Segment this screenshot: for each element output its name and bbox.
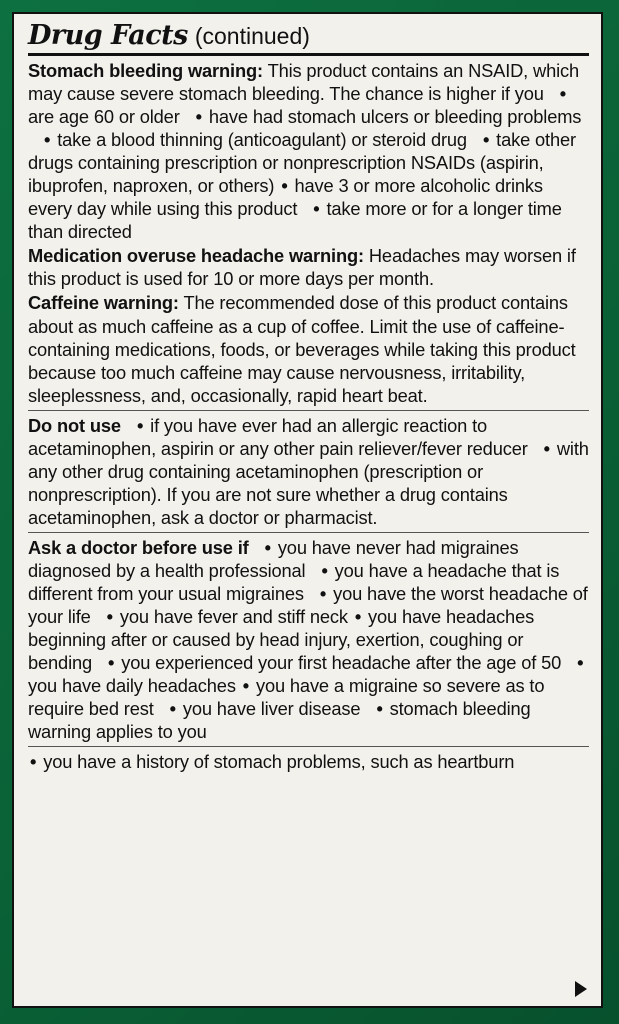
section-medication-overuse-headache-warning xyxy=(28,244,589,290)
bullet-item: you have a migraine so severe as to require bed rest xyxy=(28,675,545,720)
section-do-not-use: Do not use • if you have ever had an allergic reaction to acetaminophen, aspirin or any other pain reliever/fever reducer • with any other drug containing acetaminophen (prescription or nonprescription). If you are not sure whether a drug contains acetaminophen, ask a doctor or pharmacist. xyxy=(28,414,589,528)
bullet-item: you have fever and stiff neck xyxy=(119,606,348,628)
section-ask-a-doctor-before-use-if: Ask a doctor before use if • you have never had migraines diagnosed by a health professional • you have a headache that is different from your usual migraines • you have the worst headache of your life • you have fever and stiff neck • you have headaches beginning after or caused by head injury, exertion, coughing or bending • you experienced your first headache after the age of 50 • you have daily headaches • you have a migraine so severe as to require bed rest • you have liver disease • stomach bleeding warning applies to you xyxy=(28,536,588,743)
section-heading: Do not use xyxy=(28,414,121,436)
section-text: This product contains an NSAID, which may cause severe stomach bleeding. The chance is higher if you xyxy=(28,60,580,105)
bullet-item: you have daily headaches xyxy=(28,675,236,697)
bullet-item: you have liver disease xyxy=(182,698,361,720)
page-title-continued: (continued) xyxy=(194,23,310,49)
section-text: The recommended dose of this product contains about as much caffeine as a cup of coffee. Limit the use of caffeine-containing medications, foods, or beverages while taking this product because too much caffeine may cause nervousness, irritability, sleeplessness, and, occasionally, rapid heart beat. xyxy=(28,292,576,406)
bullet-item: with any other drug containing acetaminophen (prescription or nonprescription). If you are not sure whether a drug contains acetaminophen, ask a doctor or pharmacist. xyxy=(28,437,589,528)
bullet-item: take other drugs containing prescription or nonprescription NSAIDs (aspirin, ibuprofen, naproxen, or others) xyxy=(28,129,576,197)
divider-before-do-not-use xyxy=(28,410,589,411)
panel-title-row xyxy=(28,22,589,51)
bullet-item: you have a headache that is different from your usual migraines xyxy=(28,559,560,605)
continue-arrow-icon xyxy=(575,981,587,997)
section-text: Headaches may worsen if this product is used for 10 or more days per month. xyxy=(28,245,576,290)
bullet-item: stomach bleeding warning applies to you xyxy=(28,698,531,743)
bullet-item: you have never had migraines diagnosed by a health professional xyxy=(28,536,519,581)
divider-before-last-line xyxy=(28,746,589,747)
section-heading: Ask a doctor before use if xyxy=(28,536,249,558)
bullet-item: you have the worst headache of your life xyxy=(28,583,588,628)
section-stomach-bleeding-warning: Stomach bleeding warning: This product contains an NSAID, which may cause severe stomach bleeding. The chance is higher if you • are age 60 or older • have had stomach ulcers or bleeding problems• take a blood thinning (anticoagulant) or steroid drug • take other drugs containing prescription or nonprescription NSAIDs (aspirin, ibuprofen, naproxen, or others) • have 3 or more alcoholic drinks every day while using this product • take more or for a longer time than directed xyxy=(28,60,582,243)
divider-heavy-top xyxy=(28,53,589,56)
bullet-item: if you have ever had an allergic reaction to acetaminophen, aspirin or any other pain reliever/fever reducer xyxy=(28,414,528,459)
section-caffeine-warning xyxy=(28,291,589,406)
section-heading: Caffeine warning: xyxy=(28,292,179,314)
bullet-item: have 3 or more alcoholic drinks every day while using this product xyxy=(28,175,543,220)
bullet-item: have had stomach ulcers or bleeding problems xyxy=(208,106,582,128)
bullet-item: you have headaches beginning after or caused by head injury, exertion, coughing or bending xyxy=(28,606,535,674)
divider-before-ask-a-doctor xyxy=(28,532,589,533)
bullet-item: take a blood thinning (anticoagulant) or steroid drug xyxy=(57,129,467,151)
drug-facts-panel xyxy=(12,12,603,1008)
page-title: Drug Facts xyxy=(28,20,188,51)
section-heading: Stomach bleeding warning: xyxy=(28,60,263,81)
bullet-item: you experienced your first headache after the age of 50 xyxy=(121,652,562,674)
last-bullet-line: • you have a history of stomach problems, such as heartburn xyxy=(30,751,515,773)
bullet-item: take more or for a longer time than directed xyxy=(28,198,562,243)
bullet-item: you have a history of stomach problems, such as heartburn xyxy=(43,751,515,773)
section-heading: Medication overuse headache warning: xyxy=(28,245,364,267)
bullet-item: are age 60 or older xyxy=(28,106,180,128)
